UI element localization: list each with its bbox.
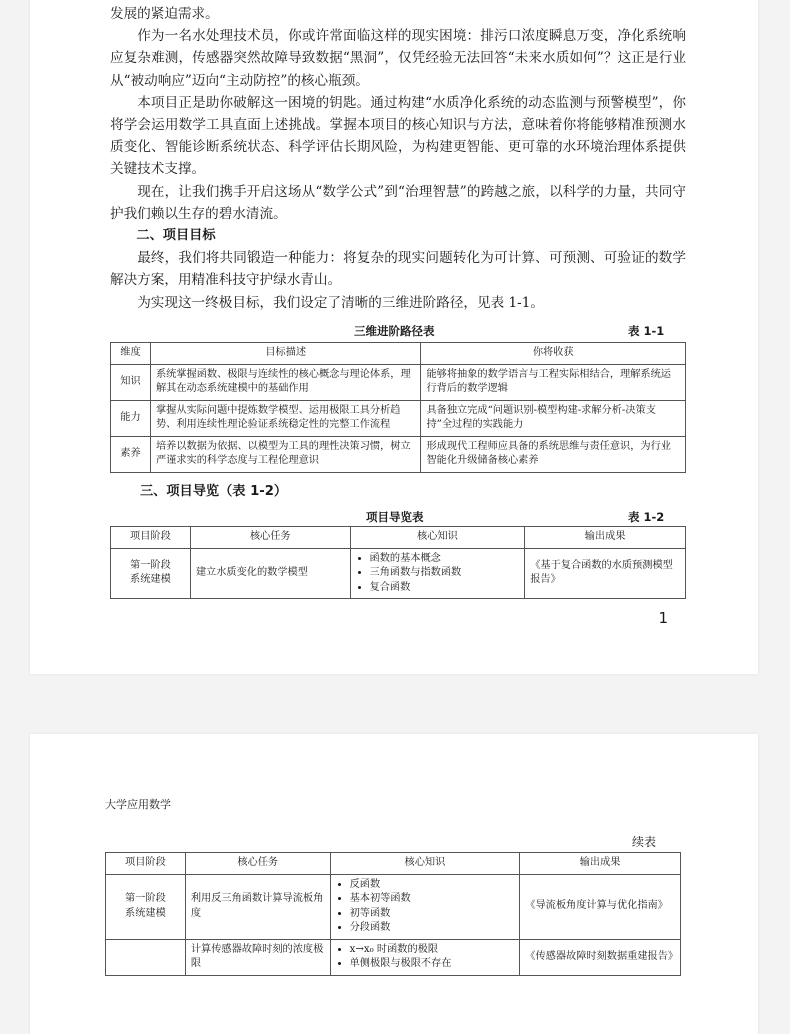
table-cell-knowledge [330, 939, 520, 975]
table-row [111, 436, 686, 472]
table-1-title: 三维进阶路径表 [354, 324, 435, 338]
table-cell: 系统掌握函数、极限与连续性的核心概念与理论体系，理解其在动态系统建模中的基础作用 [150, 364, 421, 400]
document-page-2 [30, 734, 758, 1034]
table-2-title: 项目导览表 [366, 510, 424, 524]
table-header-cell: 维度 [111, 343, 151, 365]
table-header-row [106, 853, 681, 875]
paragraph: 为实现这一终极目标，我们设定了清晰的三维进阶路径，见表 1-1。 [137, 294, 545, 311]
list-item: • 反函数 [350, 878, 515, 893]
table-cell-task: 计算传感器故障时刻的浓度极限 [185, 939, 330, 975]
table-header-cell: 输出成果 [525, 527, 686, 549]
table-2-number: 表 1-2 [628, 510, 665, 524]
table-header-cell: 核心知识 [330, 853, 520, 875]
table-header-cell: 核心任务 [190, 527, 350, 549]
table-header-cell: 项目阶段 [106, 853, 186, 875]
list-item: • 三角函数与指数函数 [370, 566, 520, 581]
table-header-row [111, 343, 686, 365]
table-cell-output: 《导流板角度计算与优化指南》 [520, 874, 681, 939]
page-number: 1 [658, 609, 668, 627]
table-cell-task: 利用反三角函数计算导流板角度 [185, 874, 330, 939]
table-row [106, 874, 681, 939]
table-header-cell: 项目阶段 [111, 527, 191, 549]
paragraph: 作为一名水处理技术员，你或许常面临这样的现实困境：排污口浓度瞬息万变，净化系统响应复杂难测，传感器突然故障导致数据“黑洞”，仅凭经验无法回答“未来水质如何”？这正是行业从“被动响应”迈向“主动防控”的核心瓶颈。 [110, 28, 686, 89]
table-cell: 具备独立完成“问题识别-模型构建-求解分析-决策支持”全过程的实践能力 [421, 400, 686, 436]
table-cell: 形成现代工程师应具备的系统思维与责任意识，为行业智能化升级储备核心素养 [421, 436, 686, 472]
table-1-number: 表 1-1 [628, 324, 665, 338]
table-header-cell: 核心知识 [350, 527, 525, 549]
knowledge-list [336, 878, 515, 936]
table-cell-stage [106, 939, 186, 975]
list-item: • 单侧极限与极限不存在 [350, 957, 515, 972]
paragraph: 现在，让我们携手开启这场从“数学公式”到“治理智慧”的跨越之旅，以科学的力量，共同守护我们赖以生存的碧水清流。 [110, 183, 686, 222]
continued-label: 续表 [631, 835, 656, 849]
table-cell: 培养以数据为依据、以模型为工具的理性决策习惯，树立严谨求实的科学态度与工程伦理意识 [150, 436, 421, 472]
table-cell: 能够将抽象的数学语言与工程实际相结合，理解系统运行背后的数学逻辑 [421, 364, 686, 400]
table-cell-knowledge [350, 548, 525, 599]
table-1 [110, 342, 686, 473]
table-header-cell: 核心任务 [185, 853, 330, 875]
list-item: • 复合函数 [370, 581, 520, 596]
section-heading-overview: 三、项目导览（表 1-2） [140, 484, 288, 499]
table-cell-output: 《传感器故障时刻数据重建报告》 [520, 939, 681, 975]
table-2 [110, 526, 686, 599]
table-cell-task: 建立水质变化的数学模型 [190, 548, 350, 599]
table-cell-stage: 第一阶段 系统建模 [106, 874, 186, 939]
table-row [106, 939, 681, 975]
table-cell-knowledge [330, 874, 520, 939]
table-cell: 能力 [111, 400, 151, 436]
list-item: • 初等函数 [350, 907, 515, 922]
table-header-cell: 输出成果 [520, 853, 681, 875]
table-row [111, 364, 686, 400]
running-head: 大学应用数学 [105, 798, 171, 811]
paragraph: 发展的紧迫需求。 [110, 6, 219, 22]
table-row [111, 400, 686, 436]
list-item: • 分段函数 [350, 921, 515, 936]
table-cell-stage: 第一阶段 系统建模 [111, 548, 191, 599]
paragraph: 最终，我们将共同锻造一种能力：将复杂的现实问题转化为可计算、可预测、可验证的数学解决方案，用精准科技守护绿水青山。 [110, 250, 686, 289]
table-cell: 掌握从实际问题中提炼数学模型、运用极限工具分析趋势、利用连续性理论验证系统稳定性的完整工作流程 [150, 400, 421, 436]
section-heading-goals: 二、项目目标 [136, 228, 216, 244]
list-item: • 函数的基本概念 [370, 552, 520, 567]
knowledge-list [336, 943, 515, 972]
table-header-row [111, 527, 686, 549]
knowledge-list [356, 552, 520, 596]
document-page-1 [30, 0, 758, 674]
list-item: • x→x₀ 时函数的极限 [350, 943, 515, 958]
table-row [111, 548, 686, 599]
table-cell: 知识 [111, 364, 151, 400]
table-cell-output: 《基于复合函数的水质预测模型报告》 [525, 548, 686, 599]
intro-text-block [110, 3, 686, 314]
table-header-cell: 目标描述 [150, 343, 421, 365]
table-cell: 素养 [111, 436, 151, 472]
table-2-continued [105, 852, 681, 976]
list-item: • 基本初等函数 [350, 892, 515, 907]
paragraph: 本项目正是助你破解这一困境的钥匙。通过构建“水质净化系统的动态监测与预警模型”，你将学会运用数学工具直面上述挑战。掌握本项目的核心知识与方法，意味着你将能够精准预测水质变化、智能诊断系统状态、科学评估长期风险，为构建更智能、更可靠的水环境治理体系提供关键技术支撑。 [110, 94, 686, 178]
table-header-cell: 你将收获 [421, 343, 686, 365]
